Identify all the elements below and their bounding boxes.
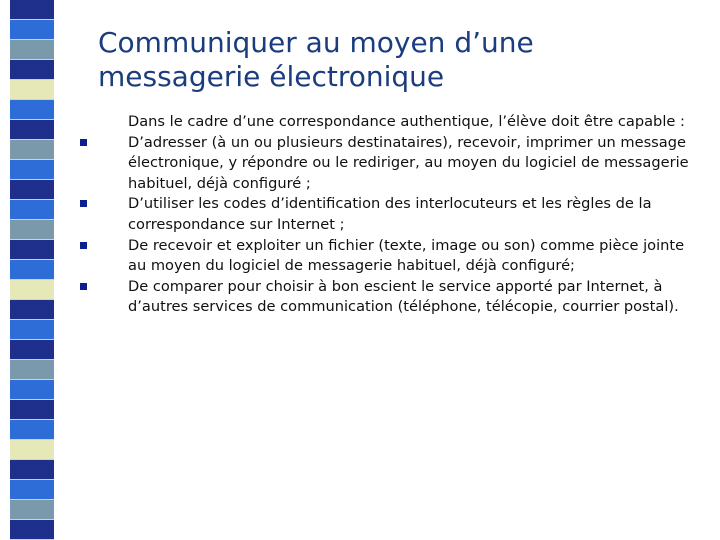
stripe-block xyxy=(10,80,54,100)
bullet-item xyxy=(128,194,703,235)
stripe-block xyxy=(10,120,54,140)
stripe-block xyxy=(10,140,54,160)
bullet-text: D’adresser (à un ou plusieurs destinataires), recevoir, imprimer un message électronique, y répondre ou le rediriger, au moyen du logiciel de messagerie habituel, déjà configuré ; xyxy=(128,133,689,192)
stripe-block xyxy=(10,280,54,300)
decorative-stripe xyxy=(10,0,54,540)
stripe-block xyxy=(10,440,54,460)
stripe-block xyxy=(10,480,54,500)
stripe-block xyxy=(10,260,54,280)
stripe-block xyxy=(10,360,54,380)
title-line-2: messagerie électronique xyxy=(98,60,445,93)
stripe-block xyxy=(10,300,54,320)
stripe-block xyxy=(10,520,54,540)
stripe-block xyxy=(10,220,54,240)
stripe-block xyxy=(10,500,54,520)
bullet-item xyxy=(128,277,703,318)
bullet-text: De comparer pour choisir à bon escient le service apporté par Internet, à d’autres services de communication (téléphone, télécopie, courrier postal). xyxy=(128,277,679,316)
stripe-block xyxy=(10,200,54,220)
slide-body xyxy=(128,112,703,318)
stripe-block xyxy=(10,60,54,80)
stripe-block xyxy=(10,320,54,340)
stripe-block xyxy=(10,380,54,400)
square-bullet-icon xyxy=(80,200,87,207)
bullet-item xyxy=(128,236,703,277)
bullet-item xyxy=(128,133,703,195)
stripe-block xyxy=(10,40,54,60)
stripe-block xyxy=(10,180,54,200)
stripe-block xyxy=(10,460,54,480)
stripe-block xyxy=(10,0,54,20)
bullet-text: D’utiliser les codes d’identification des interlocuteurs et les règles de la correspondance sur Internet ; xyxy=(128,195,652,233)
stripe-block xyxy=(10,20,54,40)
title-line-1: Communiquer au moyen d’une xyxy=(98,26,534,59)
stripe-block xyxy=(10,400,54,420)
square-bullet-icon xyxy=(80,283,87,290)
square-bullet-icon xyxy=(80,139,87,146)
stripe-block xyxy=(10,100,54,120)
stripe-block xyxy=(10,420,54,440)
square-bullet-icon xyxy=(80,242,87,249)
bullet-text: De recevoir et exploiter un fichier (texte, image ou son) comme pièce jointe au moyen du logiciel de messagerie habituel, déjà configuré; xyxy=(128,236,685,275)
slide-title xyxy=(98,26,698,94)
intro-text: Dans le cadre d’une correspondance authentique, l’élève doit être capable : xyxy=(128,113,685,130)
stripe-block xyxy=(10,340,54,360)
stripe-block xyxy=(10,160,54,180)
stripe-block xyxy=(10,240,54,260)
